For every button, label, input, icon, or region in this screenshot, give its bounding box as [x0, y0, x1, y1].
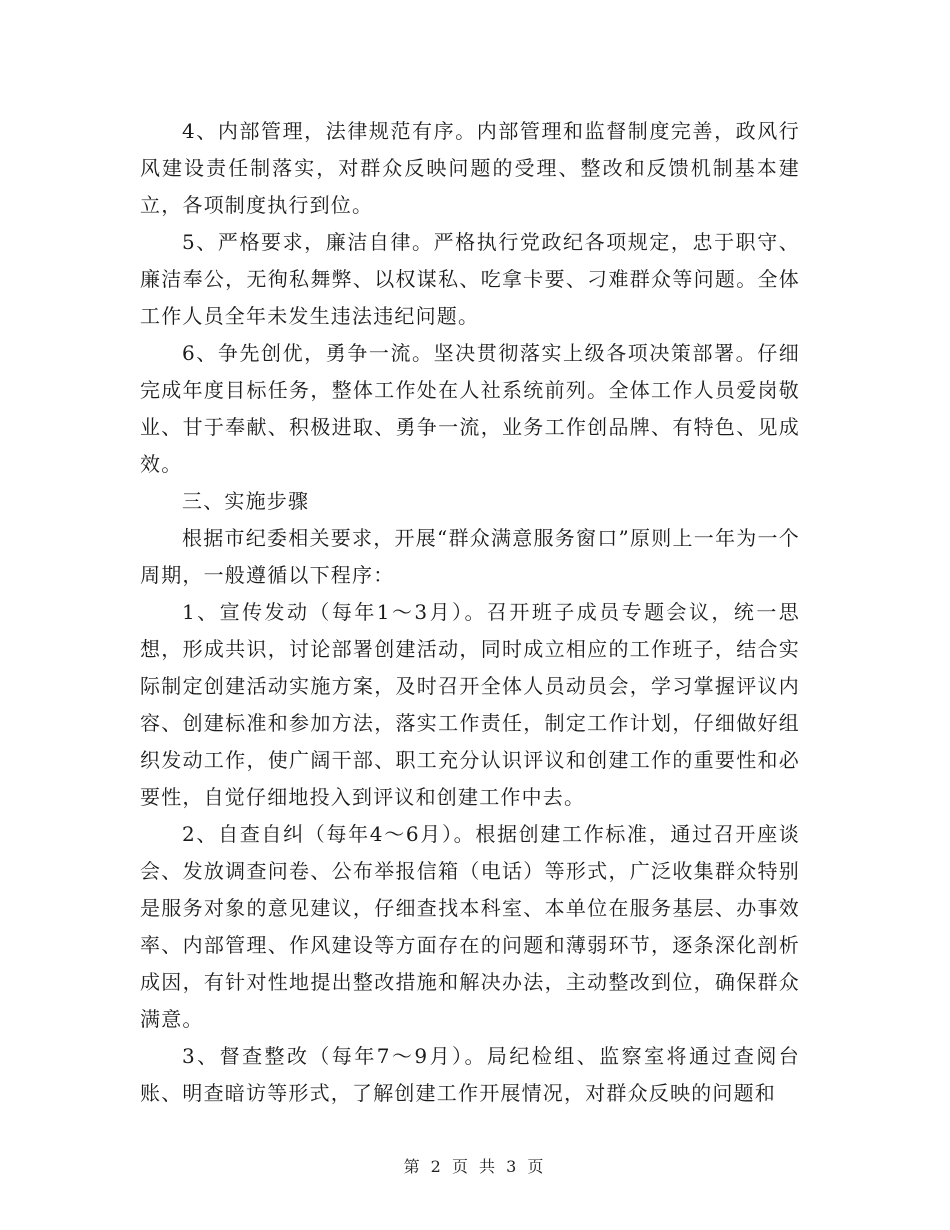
paragraph-strive-excellence: 6、争先创优，勇争一流。坚决贯彻落实上级各项决策部署。仔细完成年度目标任务，整体工作处在人社系统前列。全体工作人员爱岗敬业、甘于奉献、积极进取、勇争一流，业务工作创品牌、有特色、见成效。: [140, 341, 800, 476]
page-number-footer: 第 2 页 共 3 页: [403, 1157, 547, 1176]
section-heading-implementation-steps: 三、实施步骤: [182, 489, 310, 513]
paragraph-procedure-intro: 根据市纪委相关要求，开展“群众满意服务窗口”原则上一年为一个周期，一般遵循以下程序：: [140, 526, 800, 587]
paragraph-step-self-check: 2、自查自纠（每年4～6月）。根据创建工作标准，通过召开座谈会、发放调查问卷、公布举报信箱（电话）等形式，广泛收集群众特别是服务对象的意见建议，仔细查找本科室、本单位在服务基层、办事效率、内部管理、作风建设等方面存在的问题和薄弱环节，逐条深化剖析成因，有针对性地提出整改措施和解决办法，主动整改到位，确保群众满意。: [140, 822, 800, 1031]
document-body: [140, 113, 800, 1112]
paragraph-step-supervision: 3、督查整改（每年7～9月）。局纪检组、监察室将通过查阅台账、明查暗访等形式，了解创建工作开展情况，对群众反映的问题和: [140, 1044, 800, 1105]
paragraph-strict-requirements: 5、严格要求，廉洁自律。严格执行党政纪各项规定，忠于职守、廉洁奉公，无徇私舞弊、以权谋私、吃拿卡要、刁难群众等问题。全体工作人员全年未发生违法违纪问题。: [140, 230, 800, 328]
paragraph-internal-management: 4、内部管理，法律规范有序。内部管理和监督制度完善，政风行风建设责任制落实，对群众反映问题的受理、整改和反馈机制基本建立，各项制度执行到位。: [140, 119, 800, 217]
paragraph-step-publicity: 1、宣传发动（每年1～3月）。召开班子成员专题会议，统一思想，形成共识，讨论部署创建活动，同时成立相应的工作班子，结合实际制定创建活动实施方案，及时召开全体人员动员会，学习掌握评议内容、创建标准和参加方法，落实工作责任，制定工作计划，仔细做好组织发动工作，使广阔干部、职工充分认识评议和创建工作的重要性和必要性，自觉仔细地投入到评议和创建工作中去。: [140, 600, 800, 809]
